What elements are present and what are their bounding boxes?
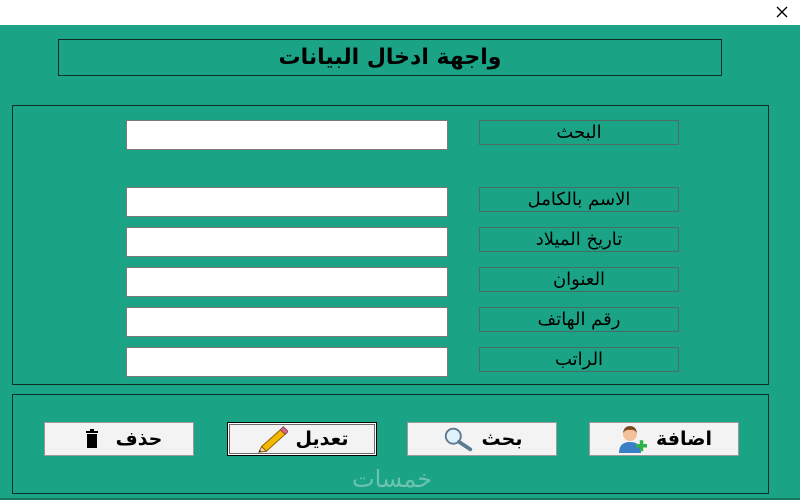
birth-date-input[interactable] <box>126 227 448 257</box>
watermark-text: خمسات <box>352 465 433 493</box>
salary-input[interactable] <box>126 347 448 377</box>
trash-icon <box>76 425 108 453</box>
label-salary: الراتب <box>479 347 679 372</box>
add-button[interactable] <box>589 422 739 456</box>
search-input[interactable] <box>126 120 448 150</box>
magnifier-icon <box>442 425 474 453</box>
full-name-input[interactable] <box>126 187 448 217</box>
delete-button-label: حذف <box>115 428 163 450</box>
address-input[interactable] <box>126 267 448 297</box>
edit-button-label: تعديل <box>295 428 349 450</box>
delete-button[interactable] <box>44 422 194 456</box>
label-address: العنوان <box>479 267 679 292</box>
close-window-button[interactable] <box>772 2 792 22</box>
label-phone: رقم الهاتف <box>479 307 679 332</box>
label-full-name: الاسم بالكامل <box>479 187 679 212</box>
add-user-icon <box>616 425 648 453</box>
form-title: واجهة ادخال البيانات <box>278 45 502 70</box>
search-button[interactable] <box>407 422 557 456</box>
label-search: البحث <box>479 120 679 145</box>
add-button-label: اضافة <box>656 428 712 450</box>
phone-input[interactable] <box>126 307 448 337</box>
fields-group <box>12 105 769 385</box>
form-header <box>58 39 722 76</box>
form-client-area <box>0 25 800 500</box>
pencil-icon <box>256 425 288 453</box>
close-icon <box>772 2 792 22</box>
edit-button[interactable] <box>227 422 377 456</box>
window-titlebar <box>0 0 800 25</box>
label-birth-date: تاريخ الميلاد <box>479 227 679 252</box>
search-button-label: بحث <box>481 428 523 450</box>
